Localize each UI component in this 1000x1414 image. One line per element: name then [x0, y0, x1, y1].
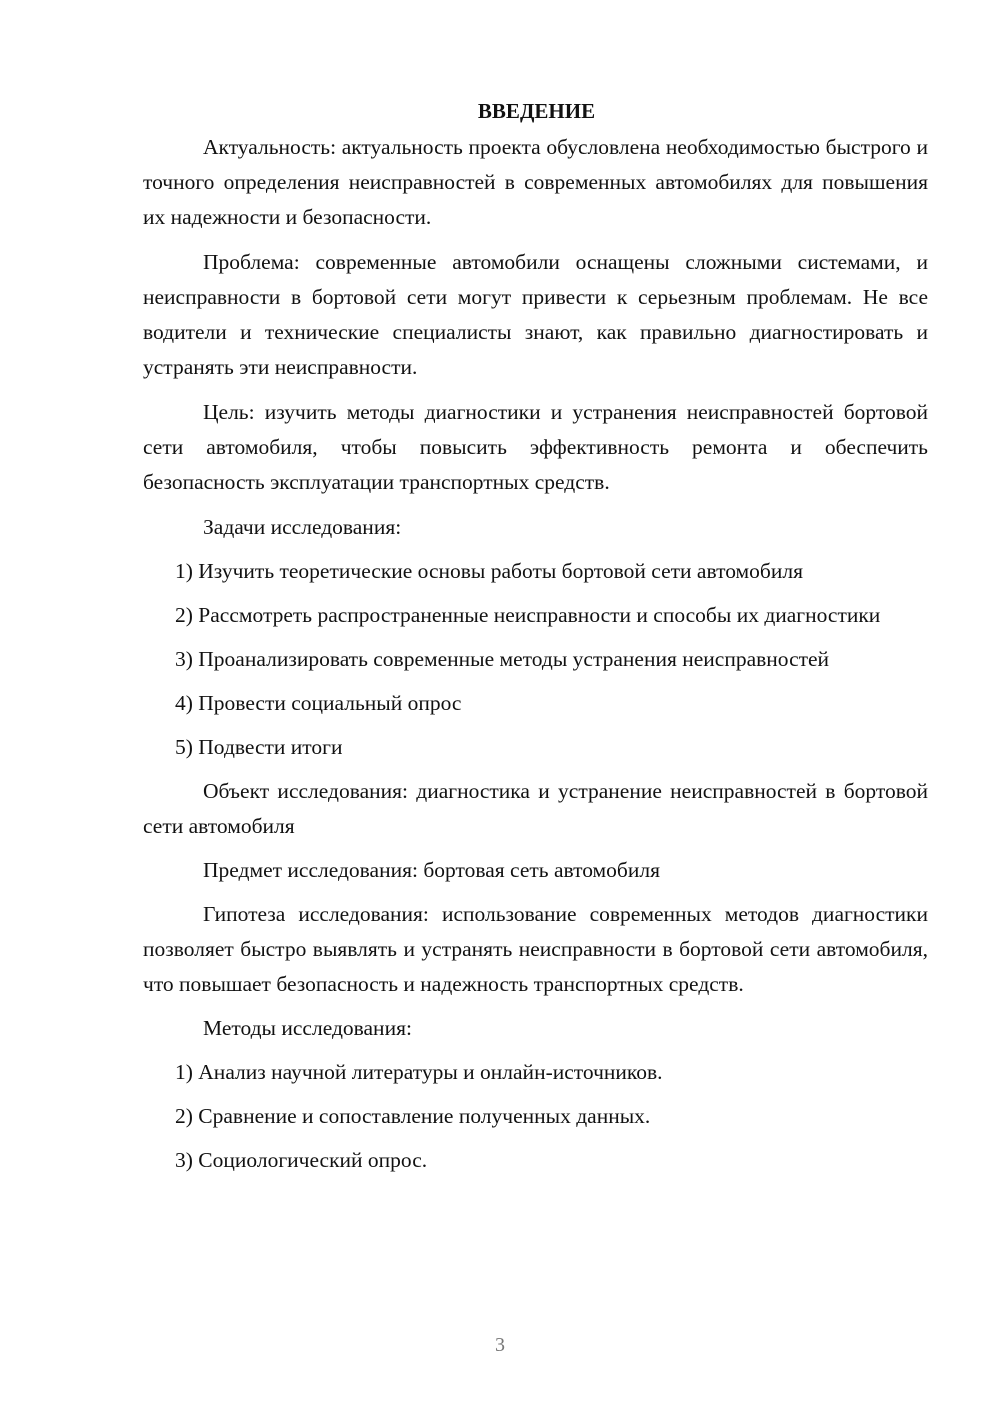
method-item-1: 1) Анализ научной литературы и онлайн-источников. — [175, 1060, 663, 1084]
paragraph-hypothesis: Гипотеза исследования: использование современных методов диагностики позволяет быстро выявлять и устранять неисправности в бортовой сети автомобиля, что повышает безопасность и надежность транспортных средств. — [143, 902, 928, 996]
paragraph-subject: Предмет исследования: бортовая сеть автомобиля — [203, 858, 660, 882]
paragraph-problem: Проблема: современные автомобили оснащены сложными системами, и неисправности в бортовой сети могут привести к серьезным проблемам. Не все водители и технические специалисты знают, как правильно диагностировать и устранять эти неисправности. — [143, 250, 928, 379]
method-item-2: 2) Сравнение и сопоставление полученных данных. — [175, 1104, 651, 1128]
task-item-4: 4) Провести социальный опрос — [175, 691, 462, 715]
task-item-1: 1) Изучить теоретические основы работы бортовой сети автомобиля — [175, 559, 803, 583]
paragraph-object: Объект исследования: диагностика и устранение неисправностей в бортовой сети автомобиля — [143, 779, 928, 838]
section-title: ВВЕДЕНИЕ — [477, 99, 596, 123]
paragraph-relevance: Актуальность: актуальность проекта обусловлена необходимостью быстрого и точного определения неисправностей в современных автомобилях для повышения их надежности и безопасности. — [143, 135, 928, 229]
task-item-2: 2) Рассмотреть распространенные неисправности и способы их диагностики — [175, 603, 881, 627]
page-content — [143, 96, 928, 1178]
task-item-5: 5) Подвести итоги — [175, 735, 343, 759]
paragraph-tasks-heading: Задачи исследования: — [203, 515, 402, 539]
method-item-3: 3) Социологический опрос. — [175, 1148, 428, 1172]
task-item-3: 3) Проанализировать современные методы устранения неисправностей — [175, 647, 830, 671]
paragraph-goal: Цель: изучить методы диагностики и устранения неисправностей бортовой сети автомобиля, чтобы повысить эффективность ремонта и обеспечить безопасность эксплуатации транспортных средств. — [143, 400, 928, 494]
page-number: 3 — [495, 1334, 505, 1356]
paragraph-methods-heading: Методы исследования: — [203, 1016, 412, 1040]
